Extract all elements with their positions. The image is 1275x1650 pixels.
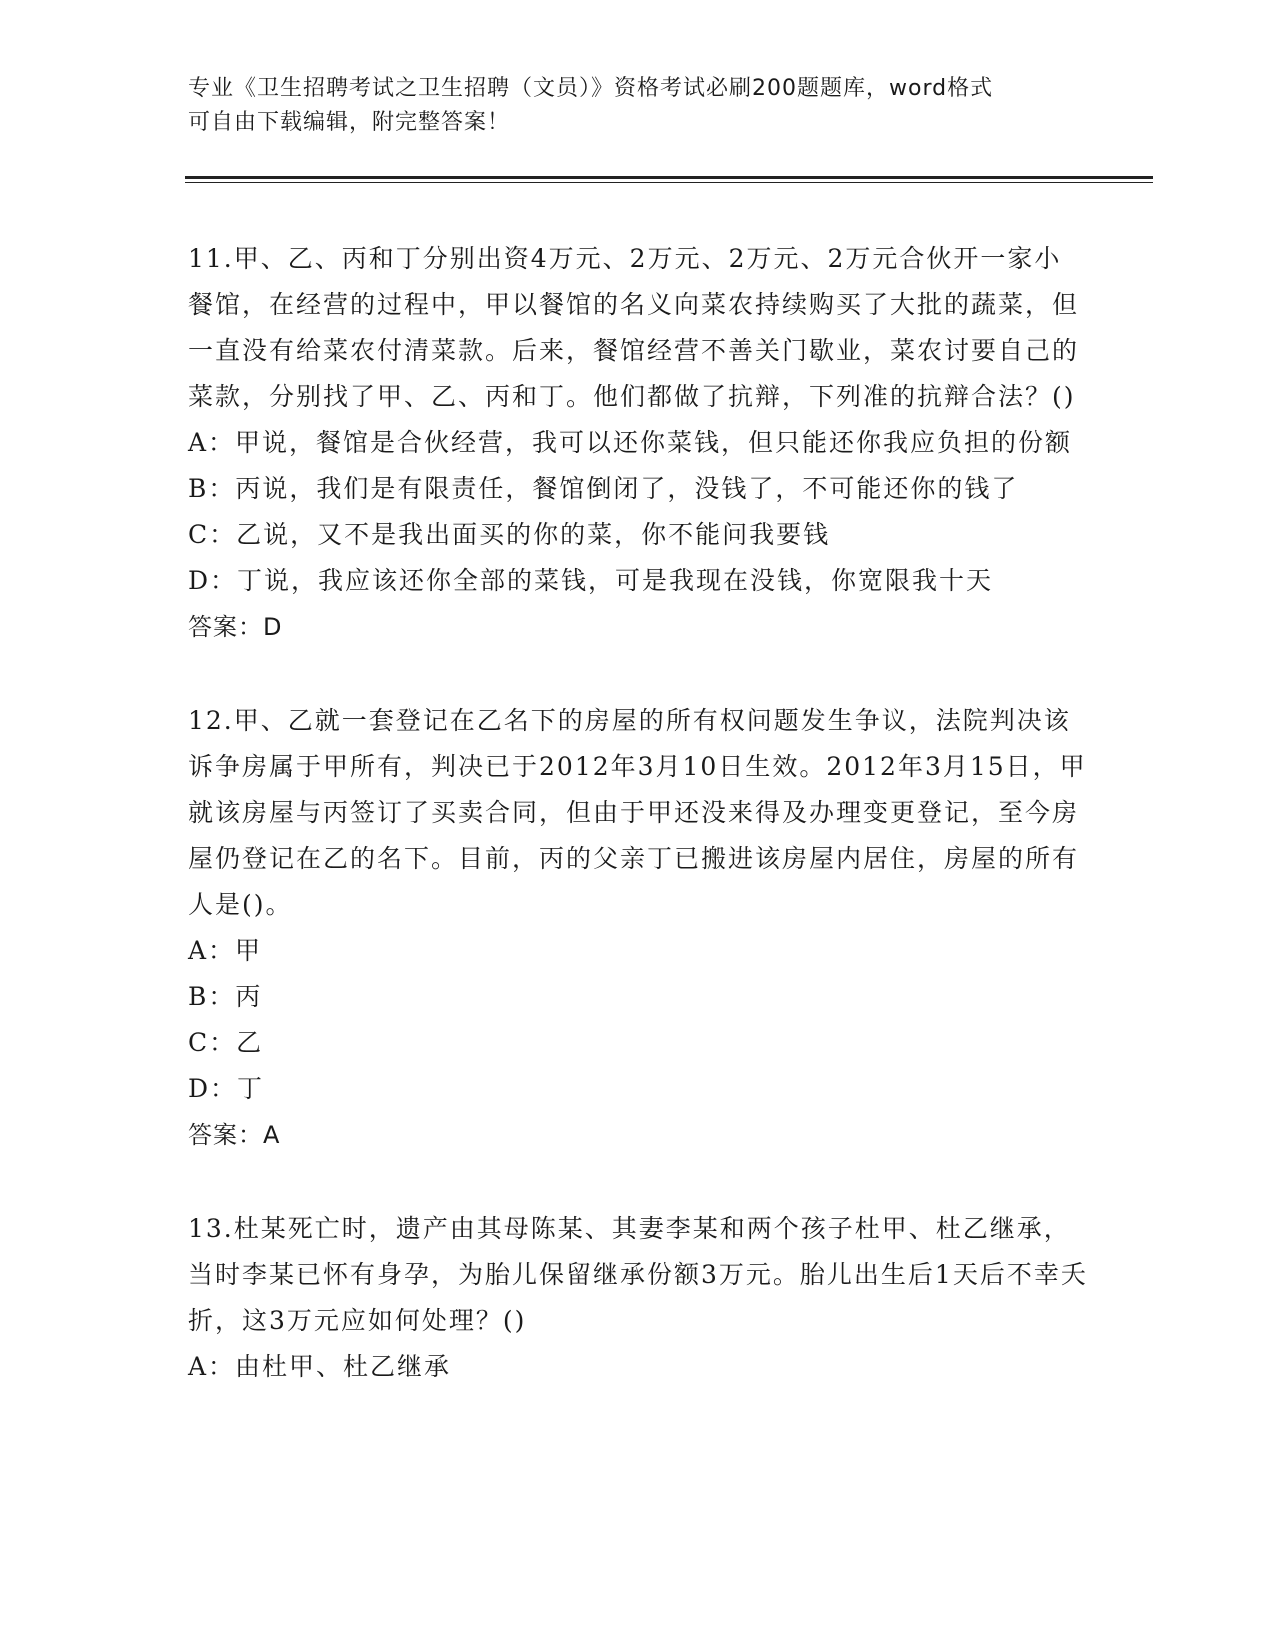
option-a: A：甲说，餐馆是合伙经营，我可以还你菜钱，但只能还你我应负担的份额: [188, 428, 1073, 457]
option-a: A：由杜甲、杜乙继承: [188, 1352, 452, 1381]
header-divider-thin: [185, 182, 1153, 183]
option-a: A：甲: [188, 936, 263, 965]
option-d: D：丁: [188, 1074, 265, 1103]
header-divider-thick: [185, 176, 1153, 179]
header-line-1: 专业《卫生招聘考试之卫生招聘（文员）》资格考试必刷200题题库，word格式: [188, 76, 994, 101]
answer: 答案：D: [188, 613, 283, 641]
question-text: 13.杜某死亡时，遗产由其母陈某、其妻李某和两个孩子杜甲、杜乙继承，当时李某已怀有身孕，为胎儿保留继承份额3万元。胎儿出生后1天后不幸夭折，这3万元应如何处理？(): [188, 1214, 1088, 1335]
option-d: D：丁说，我应该还你全部的菜钱，可是我现在没钱，你宽限我十天: [188, 566, 994, 595]
document-header: [188, 72, 1088, 140]
option-b: B：丙说，我们是有限责任，餐馆倒闭了，没钱了，不可能还你的钱了: [188, 474, 1019, 503]
question-13: [188, 1206, 1088, 1390]
question-list: [188, 236, 1088, 1438]
option-c: C：乙说，又不是我出面买的你的菜，你不能问我要钱: [188, 520, 831, 549]
question-12: [188, 698, 1088, 1158]
answer: 答案：A: [188, 1121, 281, 1149]
option-c: C：乙: [188, 1028, 264, 1057]
question-text: 12.甲、乙就一套登记在乙名下的房屋的所有权问题发生争议，法院判决该诉争房属于甲所有，判决已于2012年3月10日生效。2012年3月15日，甲就该房屋与丙签订了买卖合同，但由于甲还没来得及办理变更登记，至今房屋仍登记在乙的名下。目前，丙的父亲丁已搬进该房屋内居住，房屋的所有人是()。: [188, 706, 1087, 919]
question-11: [188, 236, 1088, 650]
option-b: B：丙: [188, 982, 263, 1011]
question-text: 11.甲、乙、丙和丁分别出资4万元、2万元、2万元、2万元合伙开一家小餐馆，在经营的过程中，甲以餐馆的名义向菜农持续购买了大批的蔬菜，但一直没有给菜农付清菜款。后来，餐馆经营不善关门歇业，菜农讨要自己的菜款，分别找了甲、乙、丙和丁。他们都做了抗辩，下列准的抗辩合法？(): [188, 244, 1080, 411]
header-line-2: 可自由下载编辑，附完整答案！: [188, 110, 511, 135]
